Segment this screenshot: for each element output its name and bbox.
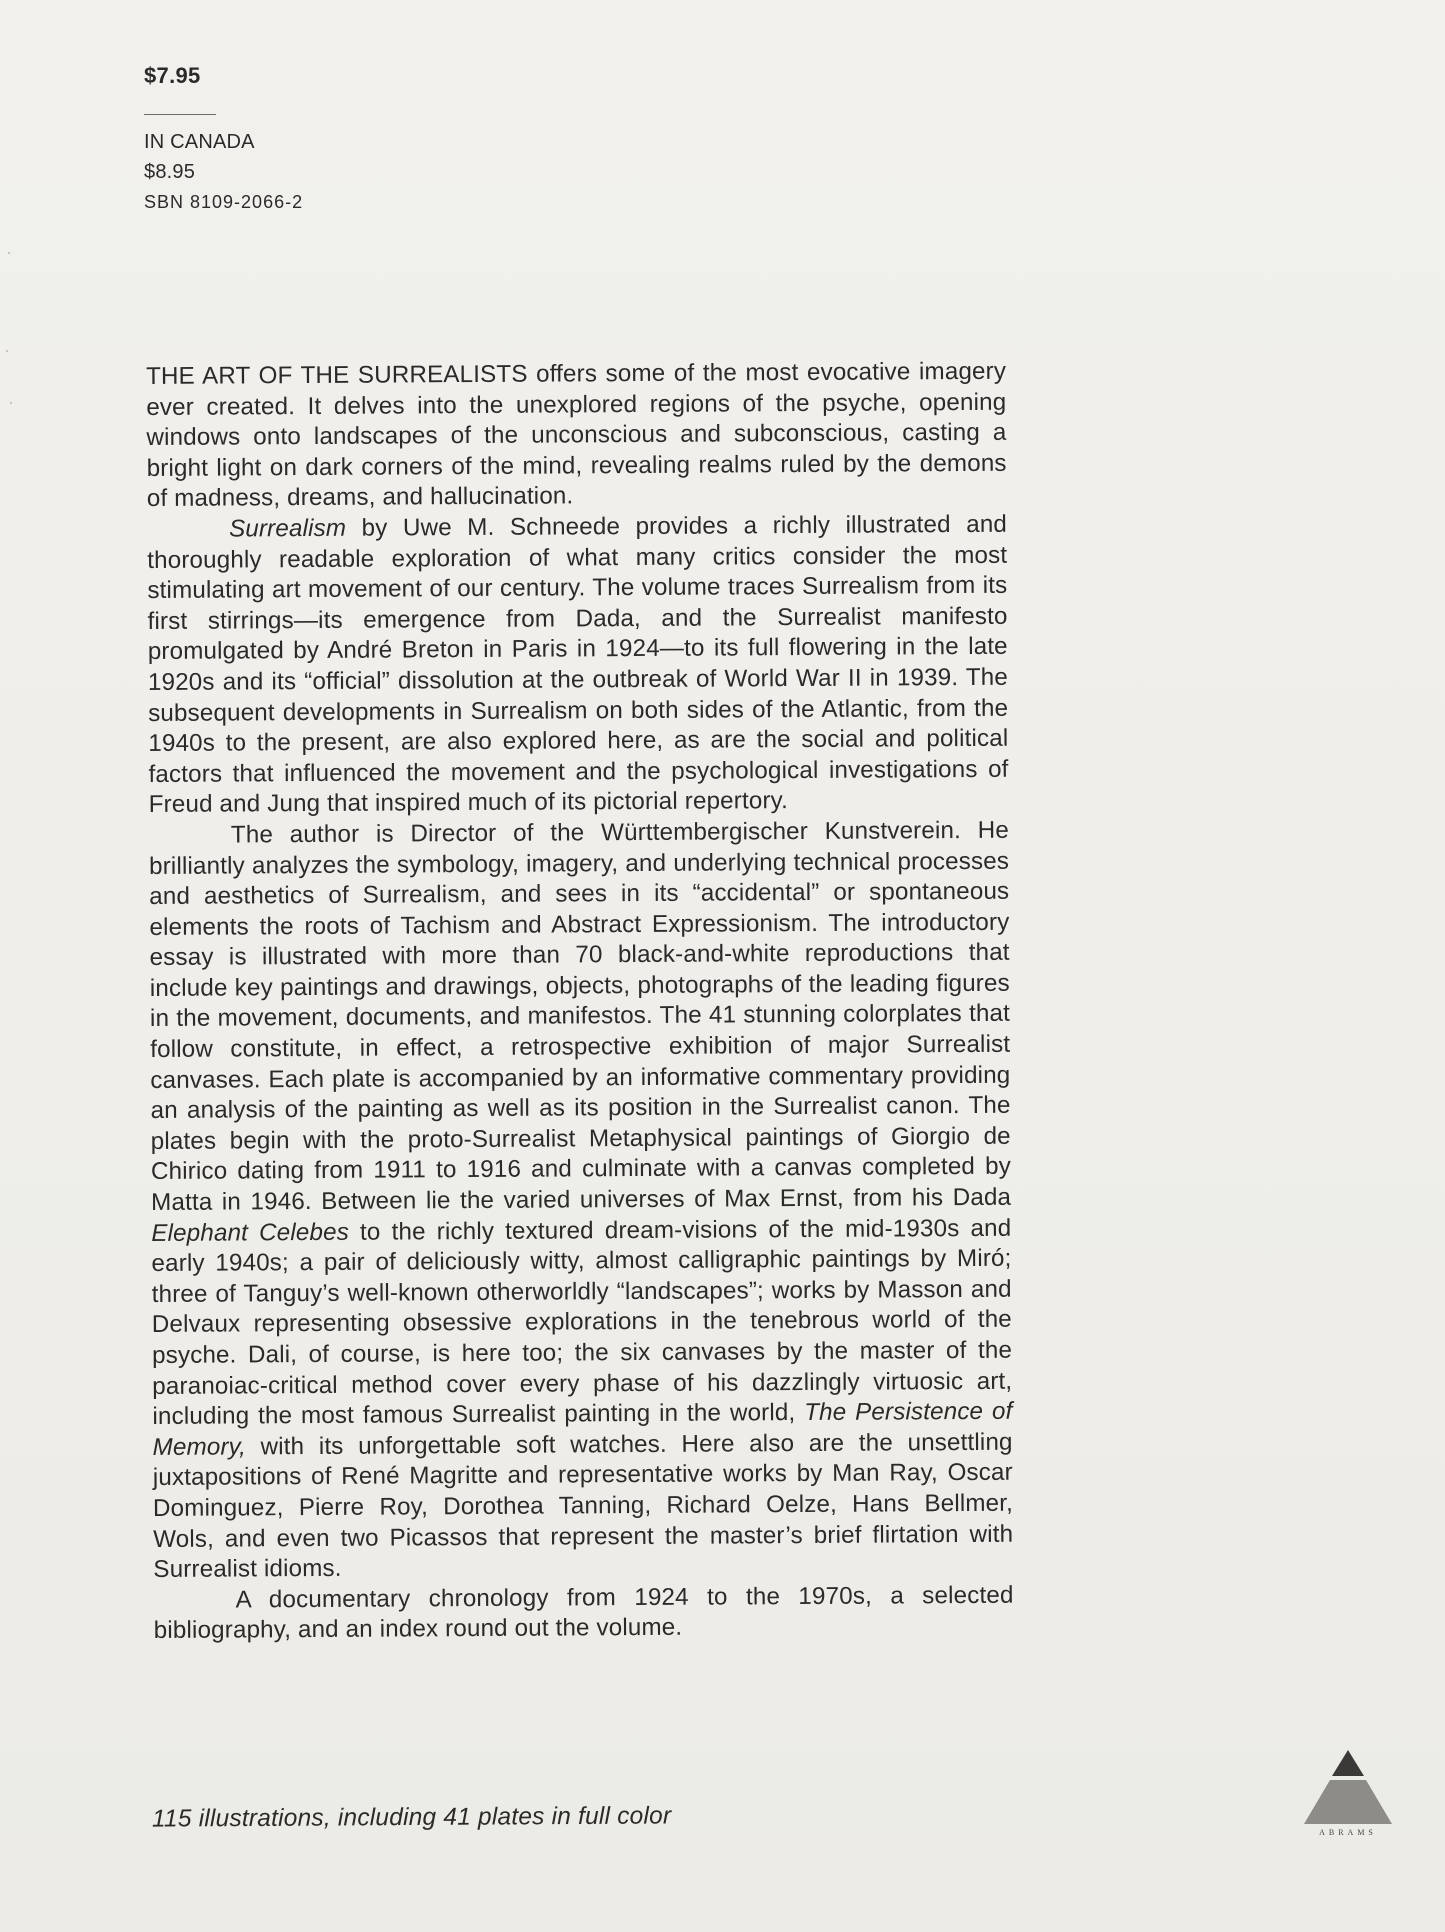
- description-paragraph-3-part-c: with its unforgettable soft watches. Here also are the unsettling juxtapositions of René Magritte and representative works by Man Ray, Oscar Dominguez, Pierre Roy, Dorothea Tanning, Richard Oelze, Hans Bellmer, Wols, and even two Picassos that represent the master’s brief flirtation with Surrealist idioms.: [152, 1428, 1014, 1584]
- publisher-logo: [1302, 1748, 1394, 1838]
- description-paragraph-3: [149, 816, 1014, 1586]
- description-paragraph-2: [147, 510, 1009, 821]
- sbn-number: SBN 8109-2066-2: [144, 192, 304, 212]
- description-paragraph-3-part-a: The author is Director of the Württembergischer Kunstverein. He brilliantly analyzes the symbology, imagery, and underlying technical processes and aesthetics of Surrealism, and sees in its “accidental” or spontaneous elements the roots of Tachism and Abstract Expressionism. The introductory essay is illustrated with more than 70 black-and-white reproductions that include key paintings and drawings, objects, photographs of the leading figures in the movement, documents, and manifestos. The 41 stunning colorplates that follow constitute, in effect, a retrospective exhibition of major Surrealist canvases. Each plate is accompanied by an informative commentary providing an analysis of the painting as well as its position in the Surrealist canon. The plates begin with the proto-Surrealist Metaphysical paintings of Giorgio de Chirico dating from 1911 to 1916 and culminate with a canvas completed by Matta in 1946. Between lie the varied universes of Max Ernst, from his Dada: [148, 816, 1012, 1217]
- illustrations-caption: 115 illustrations, including 41 plates in full color: [151, 1802, 672, 1833]
- us-price: $7.95: [144, 63, 201, 88]
- price-block: [144, 62, 444, 217]
- paper-speck: [8, 252, 10, 254]
- description-paragraph-3-part-b: to the richly textured dream-visions of the mid-1930s and early 1940s; a pair of deliciously witty, almost calligraphic paintings by Miró; three of Tanguy’s well-known otherworldly “landscapes”; works by Masson and Delvaux representing obsessive explorations in the tenebrous world of the psyche. Dali, of course, is here too; the six canvases by the master of the paranoiac-critical method cover every phase of his dazzlingly virtuosic art, including the most famous Surrealist painting in the world,: [151, 1214, 1013, 1431]
- triangle-pyramid-icon: [1302, 1748, 1394, 1826]
- canada-price: $8.95: [144, 161, 196, 183]
- description-paragraph-2-text: by Uwe M. Schneede provides a richly illustrated and thoroughly readable exploration of what many critics consider the most stimulating art movement of our century. The volume traces Surrealism from its first stirrings—its emergence from Dada, and the Surrealist manifesto promulgated by André Breton in Paris in 1924—to its full flowering in the late 1920s and its “official” dissolution at the outbreak of World War II in 1939. The subsequent developments in Surrealism on both sides of the Atlantic, from the 1940s to the present, are also explored here, as are the social and political factors that influenced the movement and the psychological investigations of Freud and Jung that inspired much of its pictorial repertory.: [147, 510, 1009, 819]
- book-description: [146, 357, 1014, 1647]
- painting-title-elephant-celebes: Elephant Celebes: [151, 1218, 349, 1247]
- paper-speck: [10, 402, 12, 404]
- publisher-name: ABRAMS: [1319, 1828, 1377, 1837]
- book-title-surrealism: Surrealism: [228, 514, 347, 543]
- paper-speck: [6, 350, 8, 352]
- canada-label: IN CANADA: [144, 131, 255, 153]
- description-paragraph-1: THE ART OF THE SURREALISTS offers some of the most evocative imagery ever created. It delves into the unexplored regions of the psyche, opening windows onto landscapes of the unconscious and subconscious, casting a bright light on dark corners of the mind, revealing realms ruled by the demons of madness, dreams, and hallucination.: [146, 357, 1007, 513]
- description-paragraph-4: A documentary chronology from 1924 to the 1970s, a selected bibliography, and an index round out the volume.: [153, 1581, 1014, 1645]
- painting-title-persistence-of-memory: The Persistence of Memory,: [152, 1397, 1013, 1461]
- price-divider: [144, 114, 216, 115]
